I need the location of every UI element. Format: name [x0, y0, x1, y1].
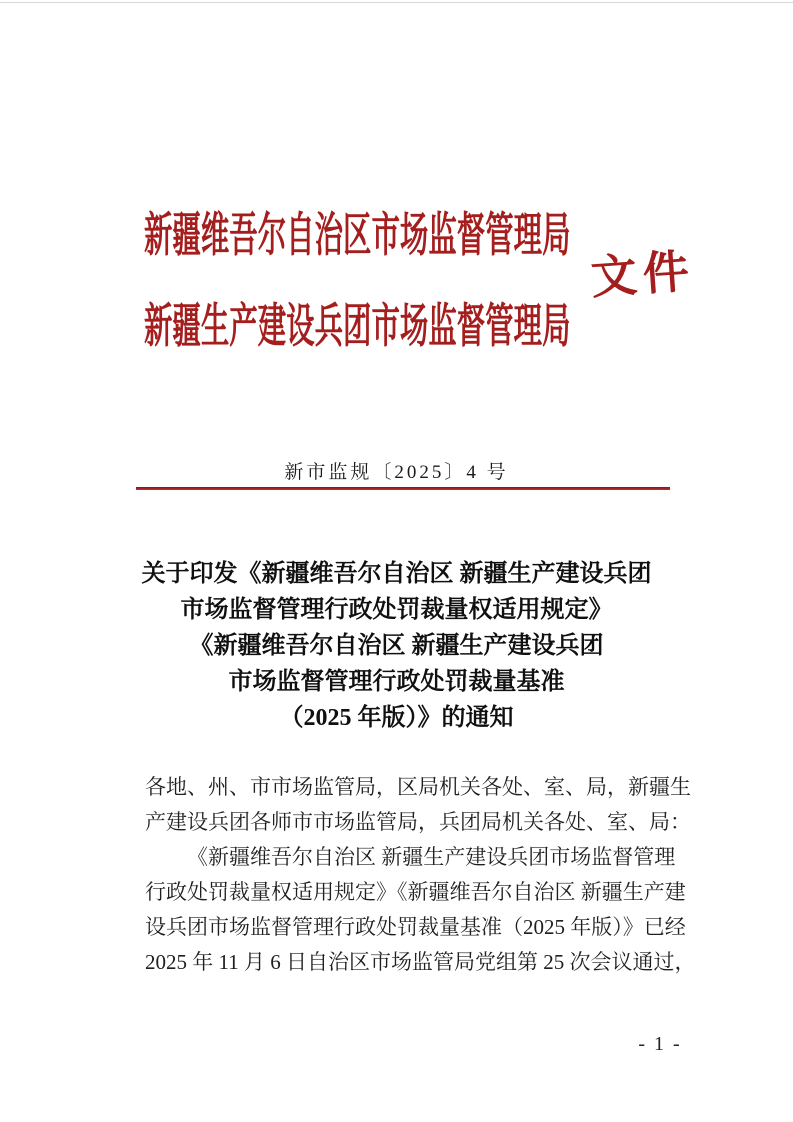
body-line: 产建设兵团各师市市场监管局，兵团局机关各处、室、局：: [145, 810, 691, 834]
title-line: 市场监督管理行政处罚裁量权适用规定》: [180, 597, 613, 623]
title-line: 《新疆维吾尔自治区 新疆生产建设兵团: [189, 633, 604, 659]
document-body: [145, 770, 696, 980]
letterhead-divider: [136, 487, 670, 490]
body-line: 设兵团市场监督管理行政处罚裁量基准（2025 年版）》已经: [145, 915, 686, 939]
title-line: 关于印发《新疆维吾尔自治区 新疆生产建设兵团: [141, 561, 652, 587]
doc-type-label: 文件: [589, 245, 697, 304]
body-line: 行政处罚裁量权适用规定》《新疆维吾尔自治区 新疆生产建: [145, 880, 686, 904]
body-line: 2025 年 11 月 6 日自治区市场监管局党组第 25 次会议通过，: [145, 950, 696, 974]
body-line: 各地、州、市市场监管局，区局机关各处、室、局，新疆生: [145, 775, 691, 799]
scan-edge-line: [0, 2, 793, 3]
doc-number: 新市监规〔2025〕4 号: [284, 462, 509, 483]
title-line: 市场监督管理行政处罚裁量基准: [228, 669, 565, 695]
org-name-line2: 新疆生产建设兵团市场监督管理局: [144, 301, 571, 353]
document-title: [0, 556, 793, 736]
org-name-line1: 新疆维吾尔自治区市场监督管理局: [144, 210, 571, 262]
page-number: - 1 -: [638, 1033, 682, 1055]
body-line: 《新疆维吾尔自治区 新疆生产建设兵团市场监督管理: [187, 845, 676, 869]
title-line: （2025 年版）》的通知: [279, 705, 514, 731]
